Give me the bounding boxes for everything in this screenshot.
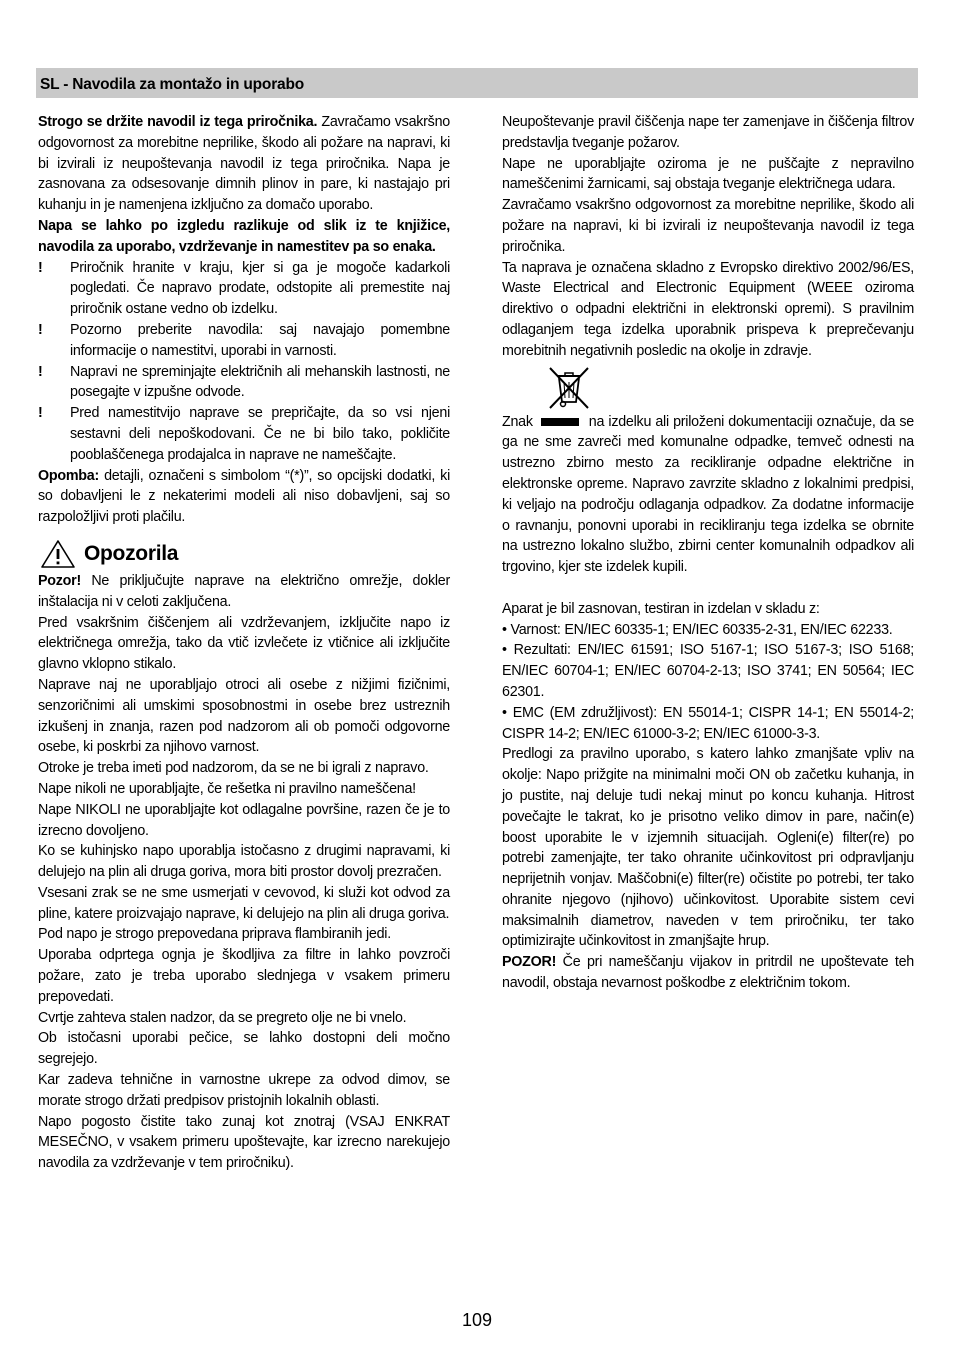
list-item xyxy=(38,403,450,465)
page-number: 109 xyxy=(462,1310,493,1330)
weee-bar-icon xyxy=(541,418,579,426)
list-item-text: Priročnik hranite v kraju, kjer si ga je mogoče kadarkoli pogledati. Če napravo prodate, odstopite ali premestite naj priročnik ostane vedno ob izdelku. xyxy=(70,259,450,318)
intro-bold: Strogo se držite navodil iz tega priročnika. xyxy=(38,114,318,130)
exclamation-icon: ! xyxy=(38,405,43,422)
warning-paragraph xyxy=(38,571,450,613)
intro-note: Napa se lahko po izgledu razlikuje od slik iz te knjižice, navodila za uporabo, vzdrževanje in namestitev pa so enaka. xyxy=(38,217,450,255)
list-item-text: Pozorno preberite navodila: saj navajajo pomembne informacije o namestitvi, uporabi in varnosti. xyxy=(70,321,450,359)
final-warning-text: Če pri nameščanju vijakov in pritrdil ne upoštevate teh navodil, obstaja nevarnost poškodbe z električnim tokom. xyxy=(502,954,914,992)
final-warning-paragraph xyxy=(502,952,914,994)
intro-text: Zavračamo vsakršno odgovornost za morebitne neprilike, škodo ali požare na napravi, ki bi izvirali iz neupoštevanja navodil iz tega priročnika. Napa je zasnovana za odsesovanje dimnih plinov in pare, ki nastajajo pri kuhanju in je namenjena izključno za domačo uporabo. xyxy=(38,114,450,214)
warnings-heading-row xyxy=(38,537,450,571)
bullet-list xyxy=(38,258,450,466)
final-warning-label: POZOR! xyxy=(502,954,557,971)
exclamation-icon: ! xyxy=(38,259,43,276)
list-item xyxy=(38,258,450,320)
intro-paragraph xyxy=(38,112,450,216)
warning-text: Ne priključujte naprave na električno omrežje, dokler inštalacija ni v celoti zaključena. xyxy=(38,572,450,610)
paragraph: • Rezultati: EN/IEC 61591; ISO 5167-1; ISO 5167-3; ISO 5168; EN/IEC 60704-1; EN/IEC 60704-2-13; ISO 3741; EN 50564; IEC 62301. xyxy=(502,642,914,700)
weee-paragraph xyxy=(502,412,914,578)
paragraph: Zavračamo vsakršno odgovornost za morebitne neprilike, škodo ali požare na napravi, ki bi izvirali iz neupoštevanja navodil iz tega priročnika. xyxy=(502,197,914,255)
list-item xyxy=(38,362,450,404)
paragraph: Nape ne uporabljajte oziroma je ne puščajte z nepravilno nameščenimi žarnicami, saj obstaja tveganje električnega udara. xyxy=(502,155,914,193)
paragraph: Kar zadeva tehnične in varnostne ukrepe za odvod dimov, se morate strogo držati predpisov pristojnih lokalnih oblasti. xyxy=(38,1072,450,1109)
paragraph: Ob istočasni uporabi pečice, se lahko dostopni deli močno segrejejo. xyxy=(38,1030,450,1068)
warnings-heading: Opozorila xyxy=(84,541,179,565)
paragraph: Pred vsakršnim čiščenjem ali vzdrževanjem, izključite napo iz električnega omrežja, tako da vtič izvlečete iz vtičnice ali izključite glavno vklopno stikalo. xyxy=(38,614,450,673)
paragraph: • Varnost: EN/IEC 60335-1; EN/IEC 60335-2-31, EN/IEC 62233. xyxy=(502,621,893,638)
exclamation-icon: ! xyxy=(38,363,43,380)
paragraph: • EMC (EM združljivost): EN 55014-1; CISPR 14-1; EN 55014-2; CISPR 14-2; EN/IEC 61000-3-2; EN/IEC 61000-3-3. xyxy=(502,704,914,742)
section-title: SL - Navodila za montažo in uporabo xyxy=(40,76,304,93)
paragraph: Nape nikoli ne uporabljajte, če rešetka ni pravilno nameščena! xyxy=(38,780,416,797)
section-header xyxy=(36,68,918,98)
warning-triangle-icon xyxy=(40,539,76,569)
paragraph: Naprave naj ne uporabljajo otroci ali osebe z nižjimi fizičnimi, senzoričnimi ali umskimi sposobnostmi in osebe brez ustreznih izkušenj in znanja, razen pod nadzorom ali ob pomoči odgovorne osebe, ki poskrbi za njihovo varnost. xyxy=(38,676,450,756)
paragraph: Ta naprava je označena skladno z Evropsko direktivo 2002/96/ES, Waste Electrical and Electronic Equipment (WEEE oziroma direktivo o odpadni električni in elektronski opremi). S pravilnim odlaganjem tega izdelka uporabnik prispeva k preprečevanju morebitnih negativnih posledic na okolje in zdravje. xyxy=(502,259,914,359)
paragraph: Uporaba odprtega ognja je škodljiva za filtre in lahko povzroči požare, zato je treba uporabo slednjega v vsakem primeru prepovedati. xyxy=(38,947,450,1005)
znak-word: Znak xyxy=(502,413,533,430)
crossed-out-wheelie-bin-icon xyxy=(546,364,592,410)
paragraph: Ko se kuhinjsko napo uporablja istočasno z drugimi napravami, ki delujejo na plin ali druga goriva, mora biti prostor dovolj prezračen. xyxy=(38,843,450,881)
exclamation-icon: ! xyxy=(38,321,43,338)
note-paragraph xyxy=(38,466,450,528)
list-item xyxy=(38,320,450,362)
paragraph: Cvrtje zahteva stalen nadzor, da se pregreto olje ne bi vnelo. xyxy=(38,1009,407,1026)
weee-text: na izdelku ali priloženi dokumentaciji označuje, da se ga ne sme zavreči med komunalne odpadke, temveč odnesti na ustrezno zbirno mesto za recikliranje odpadne električne in elektronske opreme. Napravo zavrzite skladno z lokalnimi predpisi, ki veljajo na področju odlaganja odpadkov. Za dodatne informacije o ravnanju, ponovni uporabi in recikliranju tega izdelka se obrnite na ustrezno lokalno službo, zbirni center komunalnih odpadkov ali trgovino, kjer ste izdelek kupili. xyxy=(502,413,914,576)
warning-label: Pozor! xyxy=(38,572,81,589)
list-item-text: Pred namestitvijo naprave se prepričajte, da so vsi njeni sestavni deli nepoškodovani. Če ne bi bilo tako, pokličite pooblaščenega prodajalca in naprave ne nameščajte. xyxy=(70,405,450,463)
left-column xyxy=(38,112,450,1174)
right-column xyxy=(502,112,914,994)
paragraph: Aparat je bil zasnovan, testiran in izdelan v skladu z: xyxy=(502,600,820,617)
paragraph: Otroke je treba imeti pod nadzorom, da se ne bi igrali z napravo. xyxy=(38,760,429,777)
paragraph: Neupoštevanje pravil čiščenja nape ter zamenjave in čiščenja filtrov predstavlja tveganje požarov. xyxy=(502,114,914,151)
note-label: Opomba: xyxy=(38,467,99,484)
weee-symbol-row xyxy=(502,362,914,412)
note-text: detajli, označeni s simbolom “(*)”, so opcijski dodatki, ki so dobavljeni le z nekaterimi modeli ali niso dobavljeni, saj so razpoložljivi proti plačilu. xyxy=(38,467,450,526)
paragraph: Predlogi za pravilno uporabo, s katero lahko zmanjšate vpliv na okolje: Napo prižgite na minimalni moči ON ob začetku kuhanja, in jo pustite, naj deluje tudi nekaj minut po koncu kuhanja. Hitrost povečajte le takrat, ko je prisotno veliko dimov in pare, način(e) boost uporabite le v izjemnih situacijah. Ogleni(e) filter(re) po potrebi zamenjajte, ter tako ohranite učinkovitost pri odpravljanju neprijetnih vonjav. Maščobni(e) filter(re) očistite po potrebi, ter tako ohranite njegovo (njihovo) učinkovitost. Uporabite sistem cevi maksimalnih diametrov, naveden v tem priročniku, ter tako optimizirajte učinkovitost in zmanjšajte hrup. xyxy=(502,746,914,950)
paragraph: Nape NIKOLI ne uporabljajte kot odlagalne površine, razen če je to izrecno dovoljeno. xyxy=(38,801,450,839)
paragraph: Vsesani zrak se ne sme usmerjati v cevovod, ki služi kot odvod za pline, katere proizvajajo naprave, ki delujejo na plin ali druga goriva. xyxy=(38,884,450,922)
list-item-text: Napravi ne spreminjajte električnih ali mehanskih lastnosti, ne posegajte v izpušne odvode. xyxy=(70,363,450,401)
paragraph: Pod napo je strogo prepovedana priprava flambiranih jedi. xyxy=(38,926,391,943)
paragraph: Napo pogosto čistite tako zunaj kot znotraj (VSAJ ENKRAT MESEČNO, v vsakem primeru upoštevajte, kar izrecno narekujejo navodila za vzdrževanje v tem priročniku). xyxy=(38,1113,450,1172)
